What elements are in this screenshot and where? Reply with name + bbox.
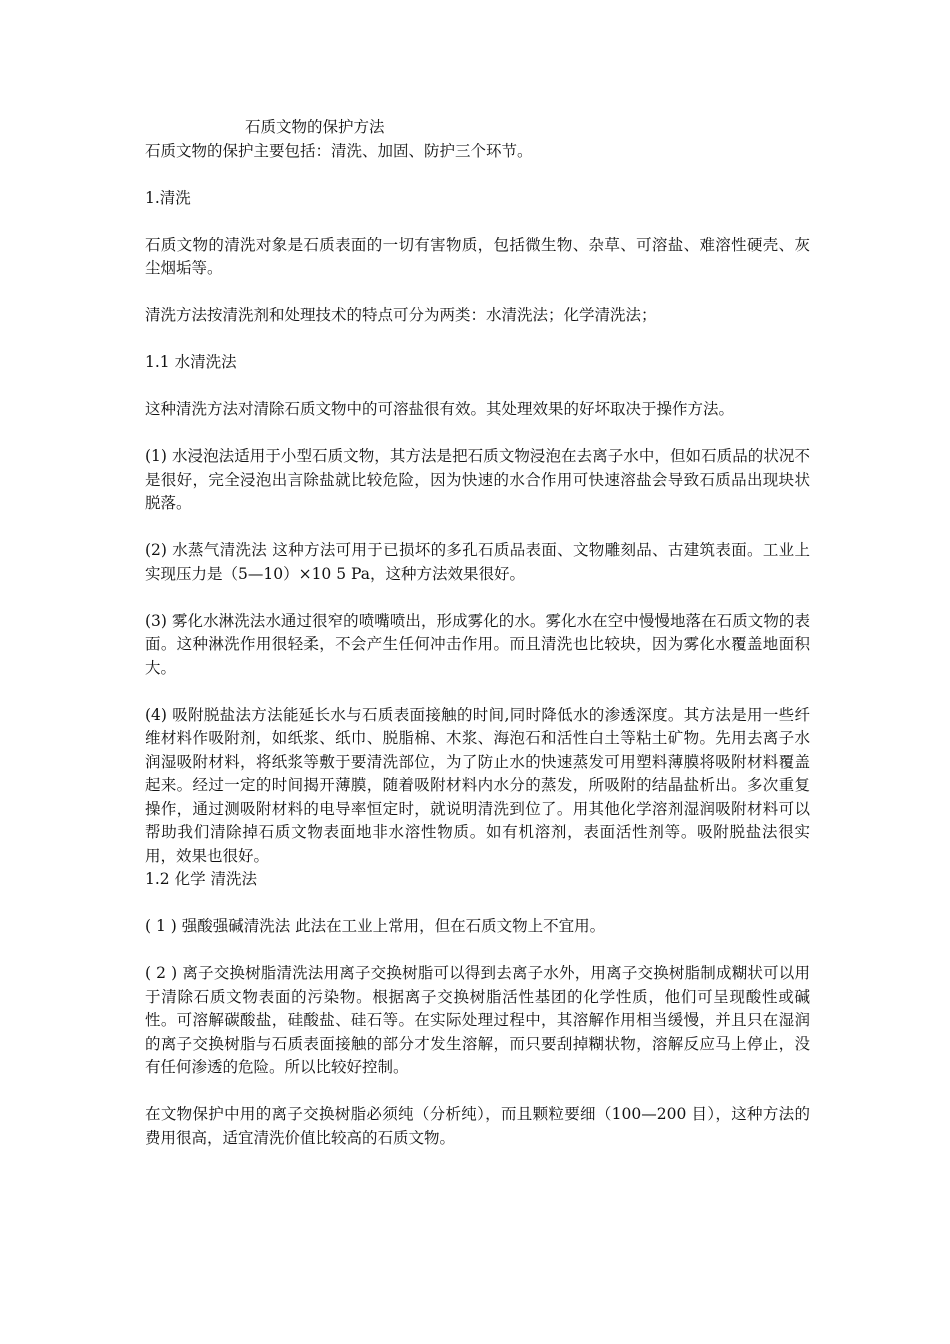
paragraph-water-soaking: (1) 水浸泡法适用于小型石质文物，其方法是把石质文物浸泡在去离子水中，但如石质品的状况不是很好，完全浸泡出言除盐就比较危险，因为快速的水合作用可快速溶盐会导致石质品出现块状脱落。 <box>145 447 810 512</box>
paragraph-poultice-desalination: (4) 吸附脱盐法方法能延长水与石质表面接触的时间,同时降低水的渗透深度。其方法是用一些纤维材料作吸附剂，如纸浆、纸巾、脱脂棉、木浆、海泡石和活性白土等粘土矿物。先用去离子水润湿吸附材料，将纸浆等敷于要清洗部位，为了防止水的快速蒸发可用塑料薄膜将吸附材料覆盖起来。经过一定的时间揭开薄膜，随着吸附材料内水分的蒸发，所吸附的结晶盐析出。多次重复操作，通过测吸附材料的电导率恒定时，就说明清洗到位了。用其他化学溶剂湿润吸附材料可以帮助我们清除掉石质文物表面地非水溶性物质。如有机溶剂，表面活性剂等。吸附脱盐法很实用，效果也很好。 <box>145 705 810 865</box>
section-heading-chemical-cleaning: 1.2 化学 清洗法 <box>145 870 258 888</box>
section-heading-cleaning: 1.清洗 <box>145 188 191 207</box>
paragraph-acid-alkali: ( 1 ) 强酸强碱清洗法 此法在工业上常用，但在石质文物上不宜用。 <box>145 917 606 935</box>
paragraph-ion-exchange-note: 在文物保护中用的离子交换树脂必须纯（分析纯），而且颗粒要细（100—200 目），这种方法的费用很高，适宜清洗价值比较高的石质文物。 <box>145 1105 810 1147</box>
paragraph-cleaning-methods: 清洗方法按清洗剂和处理技术的特点可分为两类：水清洗法；化学清洗法； <box>145 306 657 324</box>
section-heading-water-cleaning: 1.1 水清洗法 <box>145 353 237 371</box>
paragraph-water-intro: 这种清洗方法对清除石质文物中的可溶盐很有效。其处理效果的好坏取决于操作方法。 <box>145 400 735 418</box>
document-title: 石质文物的保护方法 <box>245 118 385 136</box>
paragraph-mist-rinsing: (3) 雾化水淋洗法水通过很窄的喷嘴喷出，形成雾化的水。雾化水在空中慢慢地落在石质文物的表面。这种淋洗作用很轻柔，不会产生任何冲击作用。而且清洗也比较块，因为雾化水覆盖地面积大。 <box>145 611 810 677</box>
intro-paragraph: 石质文物的保护主要包括：清洗、加固、防护三个环节。 <box>145 141 533 160</box>
document-page <box>145 116 810 1150</box>
paragraph-ion-exchange: ( 2 ) 离子交换树脂清洗法用离子交换树脂可以得到去离子水外，用离子交换树脂制成糊状可以用于清除石质文物表面的污染物。根据离子交换树脂活性基团的化学性质，他们可呈现酸性或碱性。可溶解碳酸盐，硅酸盐、硅石等。在实际处理过程中，其溶解作用相当缓慢，并且只在湿润的离子交换树脂与石质表面接触的部分才发生溶解，而只要刮掉糊状物，溶解反应马上停止，没有任何渗透的危险。所以比较好控制。 <box>145 964 810 1076</box>
paragraph-cleaning-objects: 石质文物的清洗对象是石质表面的一切有害物质，包括微生物、杂草、可溶盐、难溶性硬壳、灰尘烟垢等。 <box>145 235 810 277</box>
paragraph-steam-cleaning: (2) 水蒸气清洗法 这种方法可用于已损坏的多孔石质品表面、文物雕刻品、古建筑表面。工业上实现压力是（5—10）×10 5 Pa，这种方法效果很好。 <box>145 541 810 583</box>
